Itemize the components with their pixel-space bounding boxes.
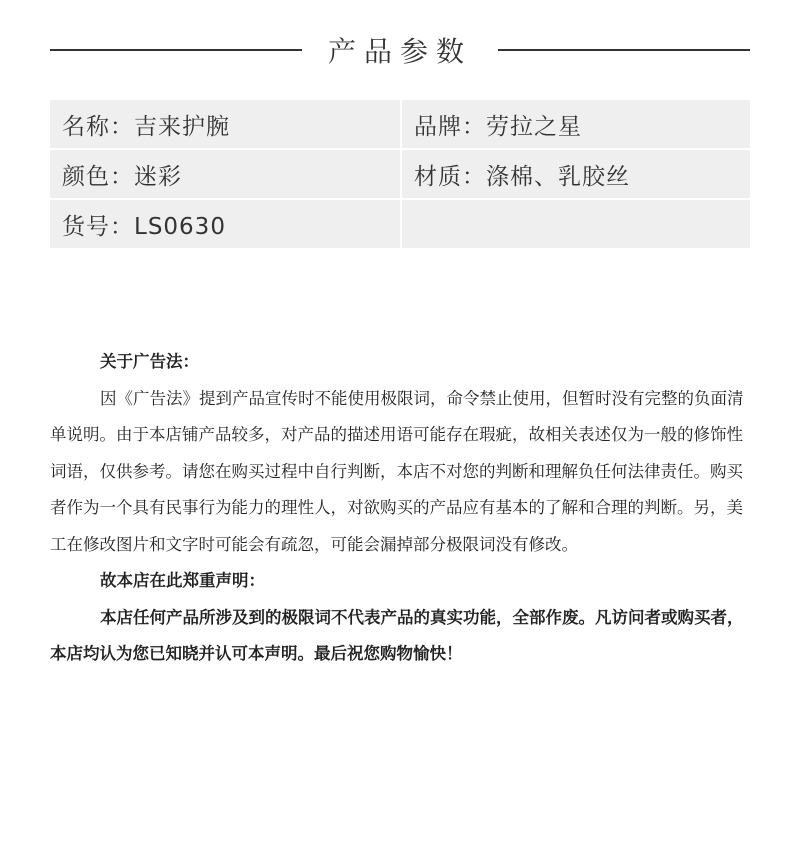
product-params-table xyxy=(50,100,750,248)
ad-law-notice xyxy=(50,344,755,673)
header-divider-left xyxy=(50,49,302,51)
param-brand: 品牌：劳拉之星 xyxy=(402,100,750,148)
param-item-number: 货号：LS0630 xyxy=(50,200,400,248)
header-divider-right xyxy=(498,49,750,51)
notice-body: 因《广告法》提到产品宣传时不能使用极限词，命令禁止使用，但暂时没有完整的负面清单说明。由于本店铺产品较多，对产品的描述用语可能存在瑕疵，故相关表述仅为一般的修饰性词语，仅供参考。请您在购买过程中自行判断，本店不对您的判断和理解负任何法律责任。购买者作为一个具有民事行为能力的理性人，对欲购买的产品应有基本的了解和合理的判断。另，美工在修改图片和文字时可能会有疏忽，可能会漏掉部分极限词没有修改。 xyxy=(50,388,744,554)
declaration-heading: 故本店在此郑重声明： xyxy=(100,571,265,590)
param-material: 材质：涤棉、乳胶丝 xyxy=(402,150,750,198)
section-header xyxy=(50,28,750,72)
param-color: 颜色：迷彩 xyxy=(50,150,400,198)
notice-heading: 关于广告法： xyxy=(100,352,199,371)
section-title: 产品参数 xyxy=(328,35,473,68)
param-empty-cell xyxy=(402,200,750,248)
declaration-body: 本店任何产品所涉及到的极限词不代表产品的真实功能，全部作废。凡访问者或购买者，本店均认为您已知晓并认可本声明。最后祝您购物愉快！ xyxy=(50,607,744,663)
param-name: 名称：吉来护腕 xyxy=(50,100,400,148)
